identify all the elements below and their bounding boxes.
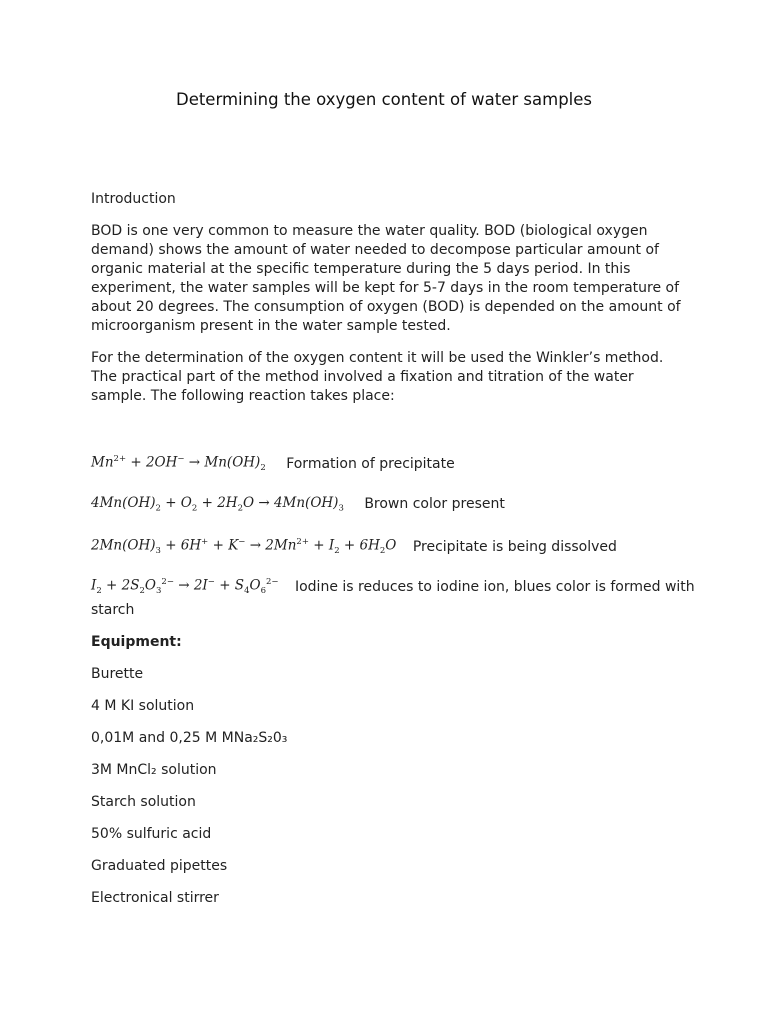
intro-heading: Introduction <box>91 191 176 207</box>
reaction-2 <box>91 495 691 517</box>
equipment-item: 3M MnCl₂ solution <box>91 762 217 778</box>
equipment-heading: Equipment: <box>91 634 182 650</box>
reaction-2-equation: $4Mn(OH)_2 + O_2 + 2H_2O \to 4Mn(OH)_3$ <box>91 495 344 514</box>
reaction-4-description-continued: starch <box>91 602 135 618</box>
equipment-item: Graduated pipettes <box>91 858 228 874</box>
reaction-1-description: Formation of precipitate <box>286 455 455 472</box>
reaction-1 <box>91 454 691 476</box>
reaction-4-equation: $I_2 + 2S_2O_3^{2-} \to 2I^- + S_4O_6^{2-}$ <box>91 577 279 597</box>
reaction-1-equation: $Mn^{2+} + 2OH^- \to Mn(OH)_2$ <box>91 454 266 474</box>
equipment-item: 4 M KI solution <box>91 698 195 714</box>
reaction-3-equation: $2Mn(OH)_3 + 6H^+ + K^- \to 2Mn^{2+} + I_2 + 6H_2O$ <box>91 537 397 557</box>
equipment-item: Starch solution <box>91 794 196 810</box>
reaction-4-description: Iodine is reduces to iodine ion, blues color is formed with <box>294 578 695 595</box>
reaction-2-description: Brown color present <box>364 496 505 513</box>
reaction-3 <box>91 537 691 559</box>
equipment-item: 0,01M and 0,25 M MNa₂S₂0₃ <box>91 730 288 746</box>
reaction-4 <box>91 577 695 599</box>
intro-paragraph: BOD is one very common to measure the water quality. BOD (biological oxygen demand) shows the amount of water needed to decompose particular amount of organic material at the specific temperature during the 5 days period. In this experiment, the water samples will be kept for 5-7 days in the room temperature of about 20 degrees. The consumption of oxygen (BOD) is depended on the amount of microorganism present in the water sample tested. <box>91 223 681 334</box>
equipment-item: 50% sulfuric acid <box>91 826 212 842</box>
equipment-item: Burette <box>91 666 144 682</box>
method-paragraph: For the determination of the oxygen content it will be used the Winkler’s method. The practical part of the method involved a fixation and titration of the water sample. The following reaction takes place: <box>91 350 664 404</box>
equipment-item: Electronical stirrer <box>91 890 219 906</box>
reaction-3-description: Precipitate is being dissolved <box>412 538 617 555</box>
document-title: Determining the oxygen content of water samples <box>175 90 593 109</box>
